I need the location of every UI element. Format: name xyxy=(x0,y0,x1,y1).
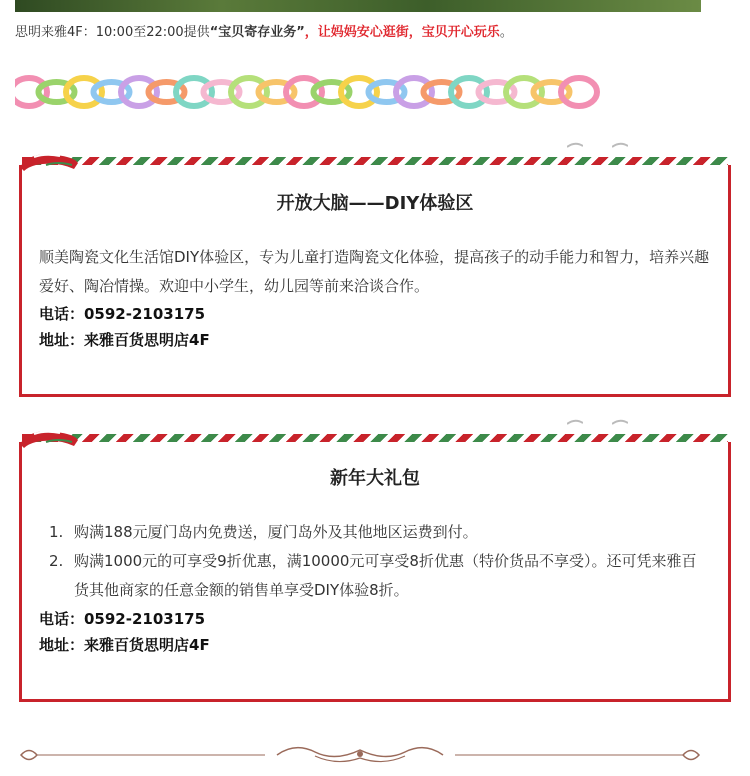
chain-link xyxy=(121,78,157,106)
chain-link xyxy=(561,78,597,106)
sparkle-icon xyxy=(612,418,628,428)
list-item-number: 1. xyxy=(49,523,64,541)
list-item xyxy=(39,547,710,605)
info-suffix: 。 xyxy=(499,25,513,40)
diy-card xyxy=(19,165,731,397)
candy-cane-ribbon-icon xyxy=(16,424,80,450)
candy-cane-ribbon-icon xyxy=(16,147,80,173)
info-highlight: 让妈妈安心逛街，宝贝开心玩乐 xyxy=(317,25,500,40)
chain-link xyxy=(176,78,212,106)
chain-link xyxy=(286,78,322,106)
offer-list xyxy=(39,518,710,605)
chain-link xyxy=(66,78,102,106)
phone-label: 电话：0592-2103175 xyxy=(39,610,206,628)
info-prefix: 思明来雅4F：10:00至22:00提供 xyxy=(15,25,210,40)
info-comma: ， xyxy=(304,25,318,40)
card-body-text: 顺美陶瓷文化生活馆DIY体验区，专为儿童打造陶瓷文化体验，提高孩子的动手能力和智力，培养兴趣爱好、陶冶情操。欢迎中小学生，幼儿园等前来洽谈合作。 xyxy=(39,248,710,295)
address-label: 地址：来雅百货思明店4F xyxy=(39,331,210,349)
list-item-text: 购满188元厦门岛内免费送，厦门岛外及其他地区运费到付。 xyxy=(74,523,478,541)
chain-link xyxy=(451,78,487,106)
sparkle-icon xyxy=(567,418,583,428)
phone-label: 电话：0592-2103175 xyxy=(39,305,206,323)
card-title: 开放大脑——DIY体验区 xyxy=(276,193,474,214)
list-item-number: 2. xyxy=(49,552,64,570)
paper-chain-garland xyxy=(15,70,605,114)
top-photo-strip xyxy=(15,0,701,12)
chain-link xyxy=(231,78,267,106)
chain-link xyxy=(506,78,542,106)
ornamental-flourish-divider xyxy=(15,742,705,768)
chain-link xyxy=(341,78,377,106)
sparkle-icon xyxy=(612,141,628,151)
card-title: 新年大礼包 xyxy=(330,468,420,489)
list-item-text: 购满1000元的可享受9折优惠，满10000元可享受8折优惠（特价货品不享受）。还可凭来雅百货其他商家的任意金额的销售单享受DIY体验8折。 xyxy=(74,552,697,599)
sparkle-icon xyxy=(567,141,583,151)
service-info-line xyxy=(15,24,735,42)
info-service: “宝贝寄存业务” xyxy=(209,25,305,40)
list-item xyxy=(39,518,710,547)
card-stripe-border xyxy=(22,434,728,442)
card-stripe-border xyxy=(22,157,728,165)
address-label: 地址：来雅百货思明店4F xyxy=(39,636,210,654)
new-year-gift-card xyxy=(19,442,731,702)
chain-link xyxy=(15,78,47,106)
chain-link xyxy=(396,78,432,106)
